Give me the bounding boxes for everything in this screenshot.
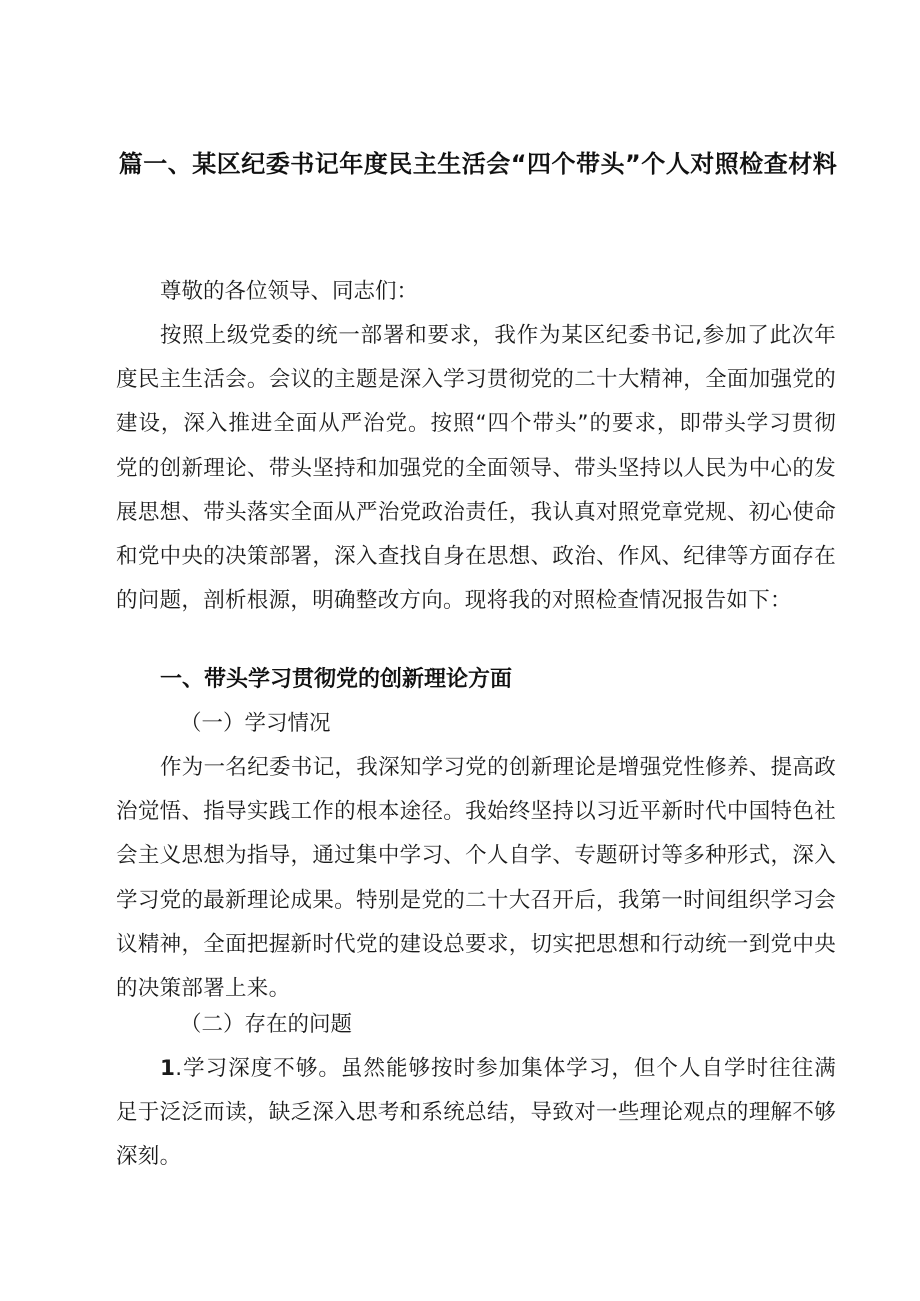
intro-paragraph: 按照上级党委的统一部署和要求，我作为某区纪委书记,参加了此次年度民主生活会。会议的主题是深入学习贯彻党的二十大精神，全面加强党的建设，深入推进全面从严治党。按照“四个带头”的要求，即带头学习贯彻党的创新理论、带头坚持和加强党的全面领导、带头坚持以人民为中心的发展思想、带头落实全面从严治党政治责任，我认真对照党章党规、初心使命和党中央的决策部署，深入查找自身在思想、政治、作风、纪律等方面存在的问题，剖析根源，明确整改方向。现将我的对照检查情况报告如下：: [116, 323, 836, 614]
document-title: 篇一、某区纪委书记年度民主生活会“四个带头”个人对照检查材料: [118, 150, 838, 178]
list-item-number: 1: [160, 1056, 176, 1081]
greeting: 尊敬的各位领导、同志们：: [160, 279, 419, 304]
subsection-heading-1: （一）学习情况: [180, 711, 331, 736]
list-item-text: .学习深度不够。虽然能够按时参加集体学习，但个人自学时往往满足于泛泛而读，缺乏深入思考和系统总结，导致对一些理论观点的理解不够深刻。: [116, 1056, 836, 1170]
subsection-paragraph-1: 作为一名纪委书记，我深知学习党的创新理论是增强党性修养、提高政治觉悟、指导实践工作的根本途径。我始终坚持以习近平新时代中国特色社会主义思想为指导，通过集中学习、个人自学、专题研讨等多种形式，深入学习党的最新理论成果。特别是党的二十大召开后，我第一时间组织学习会议精神，全面把握新时代党的建设总要求，切实把思想和行动统一到党中央的决策部署上来。: [116, 755, 836, 1002]
section-heading-1: 一、带头学习贯彻党的创新理论方面: [160, 667, 513, 692]
subsection-heading-2: （二）存在的问题: [180, 1012, 353, 1037]
list-item-1: [116, 1047, 836, 1180]
